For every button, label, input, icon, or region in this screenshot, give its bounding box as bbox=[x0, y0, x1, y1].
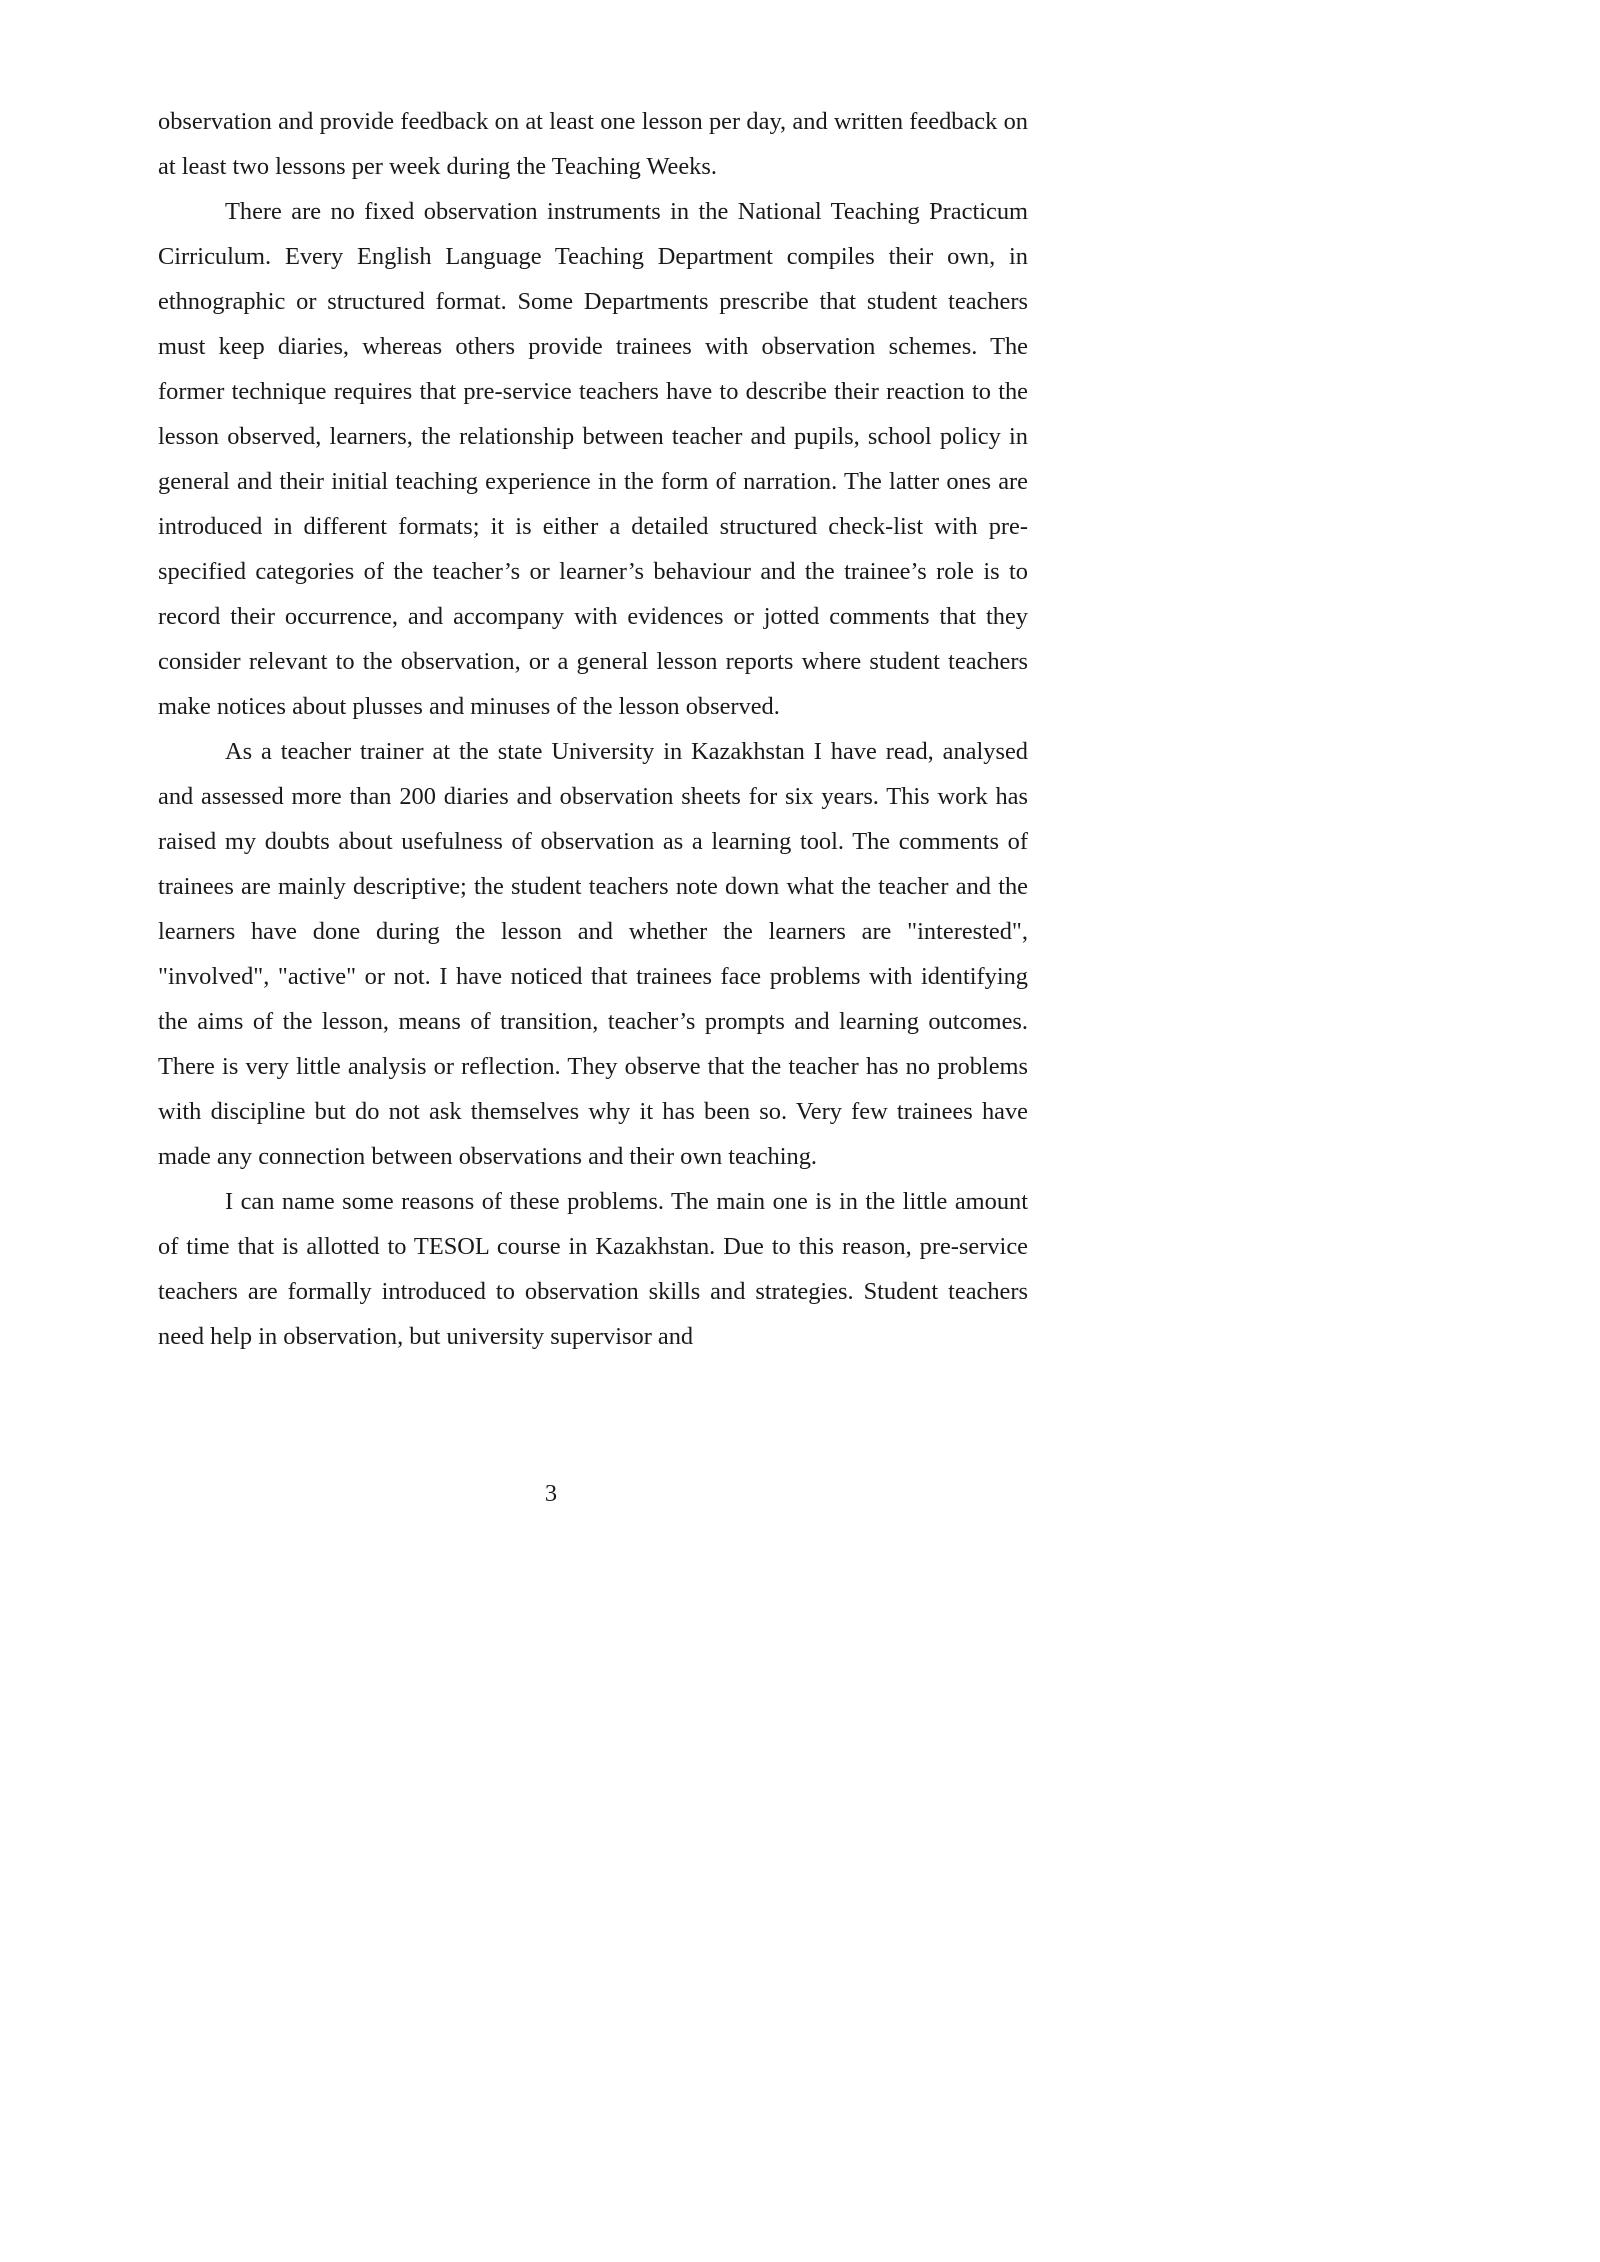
paragraph-reasons: I can name some reasons of these problems. The main one is in the little amount of time that is allotted to TESOL course in Kazakhstan. Due to this reason, pre-service teachers are formally introduced to observation skills and strategies. Student teachers need help in observation, but university supervisor and bbox=[158, 1188, 1028, 1350]
paragraph-teacher-trainer: As a teacher trainer at the state University in Kazakhstan I have read, analysed and assessed more than 200 diaries and observation sheets for six years. This work has raised my doubts about usefulness of observation as a learning tool. The comments of trainees are mainly descriptive; the student teachers note down what the teacher and the learners have done during the lesson and whether the learners are "interested", "involved", "active" or not. I have noticed that trainees face problems with identifying the aims of the lesson, means of transition, teacher’s prompts and learning outcomes. There is very little analysis or reflection. They observe that the teacher has no problems with discipline but do not ask themselves why it has been so. Very few trainees have made any connection between observations and their own teaching. bbox=[158, 738, 1028, 1170]
page-number: 3 bbox=[544, 1480, 558, 1507]
paragraph-continuation: observation and provide feedback on at least one lesson per day, and written feedback on at least two lessons per week during the Teaching Weeks. bbox=[158, 108, 1028, 180]
paragraph-observation-instruments: There are no fixed observation instruments in the National Teaching Practicum Cirriculum. Every English Language Teaching Department compiles their own, in ethnographic or structured format. Some Departments prescribe that student teachers must keep diaries, whereas others provide trainees with observation schemes. The former technique requires that pre-service teachers have to describe their reaction to the lesson observed, learners, the relationship between teacher and pupils, school policy in general and their initial teaching experience in the form of narration. The latter ones are introduced in different formats; it is either a detailed structured check-list with pre-specified categories of the teacher’s or learner’s behaviour and the trainee’s role is to record their occurrence, and accompany with evidences or jotted comments that they consider relevant to the observation, or a general lesson reports where student teachers make notices about plusses and minuses of the lesson observed. bbox=[158, 198, 1028, 720]
body-text bbox=[158, 99, 1028, 1359]
document-page bbox=[0, 0, 1102, 1558]
